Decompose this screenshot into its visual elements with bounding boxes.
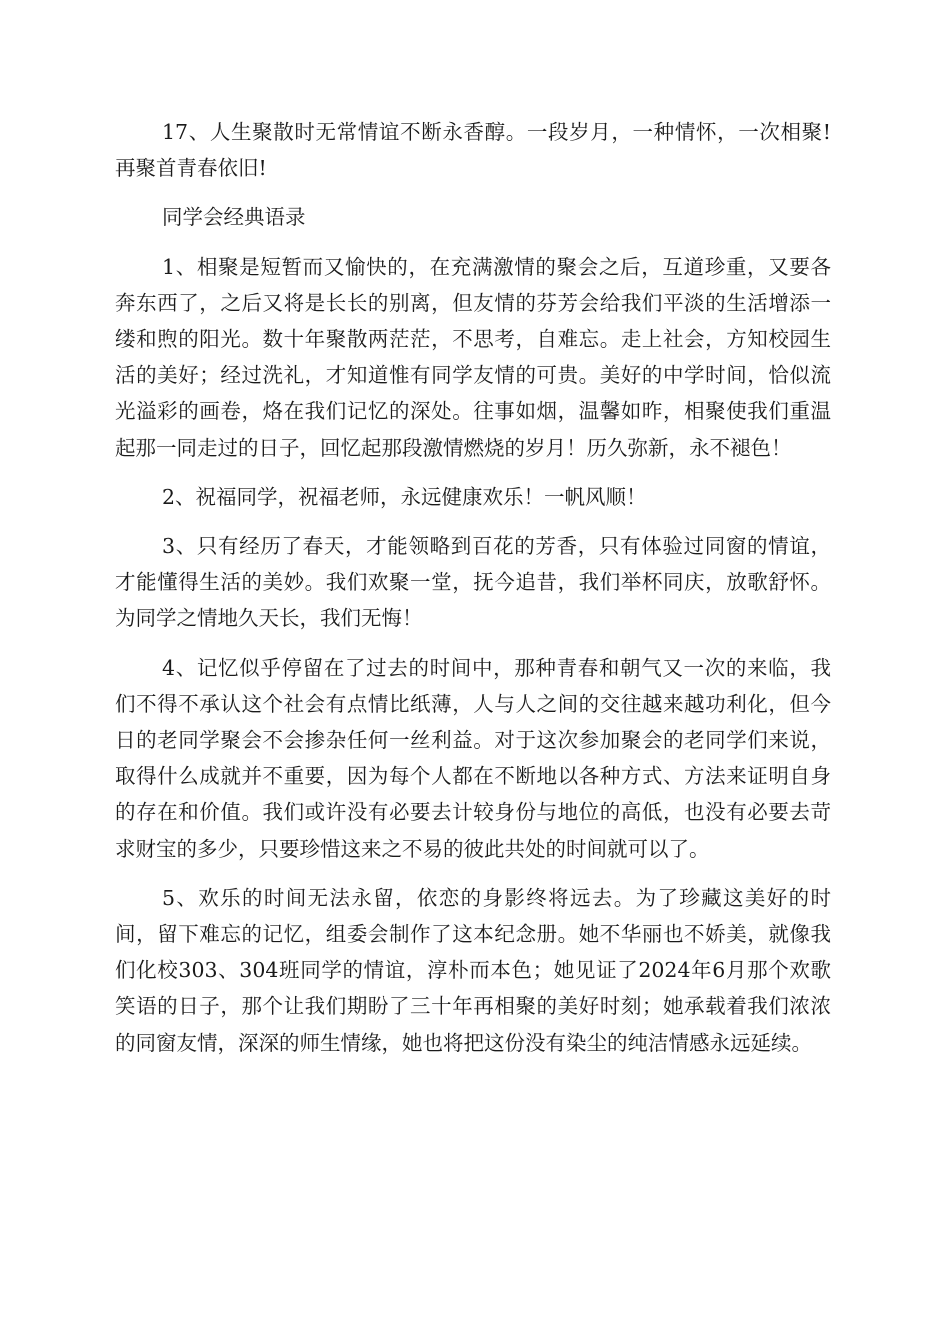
- paragraph-3: 3、只有经历了春天，才能领略到百花的芳香，只有体验过同窗的情谊，才能懂得生活的美妙。我们欢聚一堂，抚今追昔，我们举杯同庆，放歌舒怀。为同学之情地久天长，我们无悔！: [115, 534, 831, 631]
- paragraph-1: 1、相聚是短暂而又愉快的，在充满激情的聚会之后，互道珍重，又要各奔东西了，之后又将是长长的别离，但友情的芬芳会给我们平淡的生活增添一缕和煦的阳光。数十年聚散两茫茫，不思考，自难忘。走上社会，方知校园生活的美好；经过洗礼，才知道惟有同学友情的可贵。美好的中学时间，恰似流光溢彩的画卷，烙在我们记忆的深处。往事如烟，温馨如昨，相聚使我们重温起那一同走过的日子，回忆起那段激情燃烧的岁月！历久弥新，永不褪色！: [115, 254, 831, 460]
- paragraph-17: 17、人生聚散时无常情谊不断永香醇。一段岁月，一种情怀，一次相聚!再聚首青春依旧!: [115, 120, 831, 181]
- section-heading: 同学会经典语录: [162, 205, 306, 230]
- paragraph-5: 5、欢乐的时间无法永留，依恋的身影终将远去。为了珍藏这美好的时间，留下难忘的记忆，组委会制作了这本纪念册。她不华丽也不娇美，就像我们化校303、304班同学的情谊，淳朴而本色；她见证了2024年6月那个欢歌笑语的日子，那个让我们期盼了三十年再相聚的美好时刻；她承载着我们浓浓的同窗友情，深深的师生情缘，她也将把这份没有染尘的纯洁情感永远延续。: [115, 885, 831, 1055]
- paragraph-4: 4、记忆似乎停留在了过去的时间中，那种青春和朝气又一次的来临，我们不得不承认这个社会有点情比纸薄，人与人之间的交往越来越功利化，但今日的老同学聚会不会掺杂任何一丝利益。对于这次参加聚会的老同学们来说，取得什么成就并不重要，因为每个人都在不断地以各种方式、方法来证明自身的存在和价值。我们或许没有必要去计较身份与地位的高低，也没有必要去苛求财宝的多少，只要珍惜这来之不易的彼此共处的时间就可以了。: [115, 655, 831, 861]
- document-body: [115, 114, 831, 1074]
- paragraph-2: 2、祝福同学，祝福老师，永远健康欢乐！一帆风顺！: [162, 484, 647, 509]
